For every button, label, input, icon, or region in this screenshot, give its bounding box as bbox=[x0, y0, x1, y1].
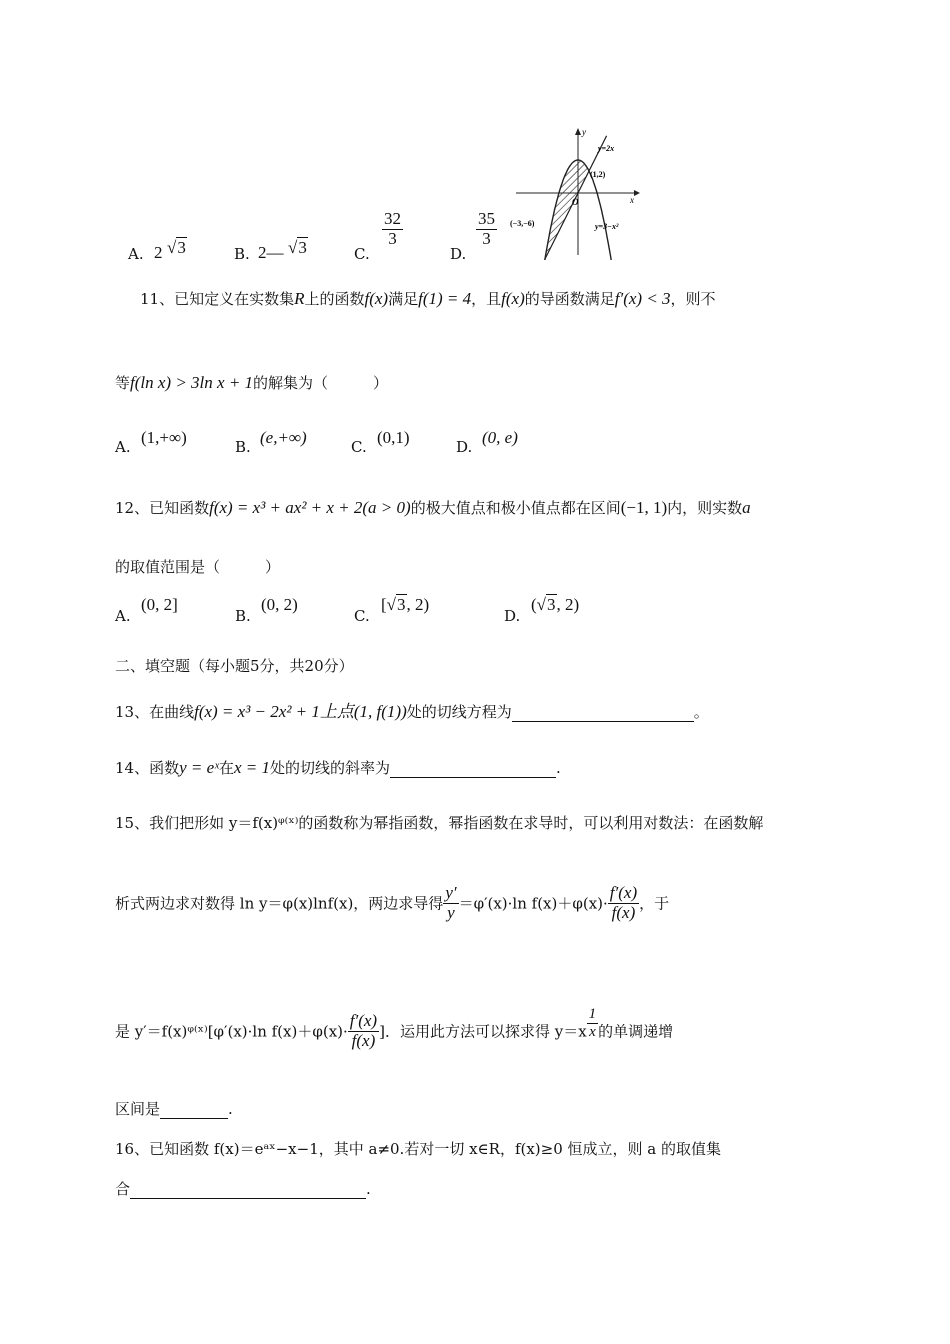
q15-fraction-2: $\frac{f'(x)}{f(x)}$ bbox=[609, 883, 638, 922]
q11-text-c: 满足 bbox=[388, 290, 419, 308]
q12-options bbox=[115, 595, 595, 625]
q14-line bbox=[115, 757, 561, 778]
q12-option-a-value: (0, 2] bbox=[141, 595, 178, 614]
q12-option-a-label: A. bbox=[115, 607, 131, 625]
q11-option-a-value: (1,+∞) bbox=[141, 428, 187, 447]
curve-label: y=3−x² bbox=[595, 222, 619, 231]
q15-text-e: ]．运用此方法可以探求得 y＝x bbox=[379, 1022, 587, 1041]
q12-text-b: 的极大值点和极小值点都在区间 bbox=[410, 499, 621, 517]
y-axis-label: y bbox=[582, 127, 586, 137]
q11-set-r: R bbox=[294, 289, 305, 308]
q11-options bbox=[115, 428, 575, 458]
origin-label: O bbox=[572, 197, 579, 207]
q10-option-d-fraction: $\frac{35}{3}$ bbox=[478, 209, 495, 248]
q14-function: y = eˣ bbox=[179, 758, 219, 777]
q10-option-b-value: 2— bbox=[258, 243, 284, 262]
q12-variable-a: a bbox=[742, 498, 751, 517]
q10-option-a-root: √3 bbox=[167, 238, 186, 257]
q15-line4 bbox=[115, 1098, 233, 1119]
q15-text-b: ＝φ′(x)·ln f(x)＋φ(x)· bbox=[458, 894, 608, 913]
q11-option-d-label: D. bbox=[456, 438, 473, 456]
q11-fx: f(x) bbox=[364, 289, 389, 308]
q15-exponent-fraction: $\frac{1}{x}$ bbox=[588, 1006, 597, 1040]
q12-function: f(x) = x³ + ax² + x + 2(a > 0) bbox=[209, 498, 411, 517]
q15-answer-blank[interactable] bbox=[160, 1100, 228, 1119]
q12-option-d-value: (√3, 2) bbox=[531, 595, 580, 614]
q14-text-b: 在 bbox=[218, 759, 234, 777]
q11-text-g: 等 bbox=[115, 374, 131, 392]
q12-interval: (−1, 1) bbox=[620, 498, 668, 517]
q15-line3 bbox=[115, 1006, 674, 1082]
y-axis-arrow-icon bbox=[575, 128, 581, 135]
line-label: y=2x bbox=[598, 144, 615, 153]
x-axis-label: x bbox=[630, 195, 634, 205]
q11-text-a: 11、已知定义在实数集 bbox=[140, 290, 295, 308]
q14-point: x = 1 bbox=[233, 758, 271, 777]
q10-option-a-value: 2 bbox=[154, 243, 163, 262]
q10-option-b-root: √3 bbox=[288, 238, 307, 257]
q12-line1 bbox=[115, 497, 751, 518]
q10-option-b-label: B. bbox=[234, 245, 250, 263]
q11-text-h: 的解集为（ ） bbox=[253, 374, 389, 392]
q13-line bbox=[115, 697, 709, 722]
q11-inequality: f(ln x) > 3ln x + 1 bbox=[130, 373, 254, 392]
q14-text-c: 处的切线的斜率为 bbox=[270, 759, 391, 777]
q15-end: . bbox=[228, 1100, 233, 1118]
q11-f1: f(1) = 4 bbox=[418, 289, 472, 308]
q11-option-d-value: (0, e) bbox=[482, 428, 518, 447]
q14-end: . bbox=[556, 759, 561, 777]
point1-label: (1,2) bbox=[590, 170, 606, 179]
q11-text-b: 上的函数 bbox=[304, 290, 365, 308]
q15-line2 bbox=[115, 884, 669, 954]
q14-answer-blank[interactable] bbox=[390, 759, 556, 778]
q14-text-a: 14、函数 bbox=[115, 759, 180, 777]
q12-text-c: 内，则实数 bbox=[667, 499, 743, 517]
q11-option-c-value: (0,1) bbox=[377, 428, 410, 447]
q11-option-a-label: A. bbox=[115, 438, 131, 456]
q15-text-f: 的单调递增 bbox=[598, 1022, 674, 1041]
q15-fraction-1: $\frac{y'}{y}$ bbox=[445, 883, 457, 922]
q10-option-a-label: A. bbox=[128, 245, 144, 263]
point2-label: (−3,−6) bbox=[510, 219, 535, 228]
q13-answer-blank[interactable] bbox=[512, 703, 694, 722]
q11-line2 bbox=[115, 372, 388, 393]
q10-option-c-fraction: $\frac{32}{3}$ bbox=[384, 209, 401, 248]
q15-line1: 15、我们把形如 y＝f(x)ᵠ⁽ˣ⁾的函数称为幂指函数，幂指函数在求导时，可以利用对数法：在函数解 bbox=[115, 814, 764, 832]
q12-option-b-label: B. bbox=[235, 607, 251, 625]
q15-text-a: 析式两边求对数得 ln y＝φ(x)lnf(x)，两边求导得 bbox=[115, 894, 444, 913]
q10-graph bbox=[510, 125, 645, 260]
q13-text-a: 13、在曲线 bbox=[115, 703, 195, 721]
q16-answer-blank[interactable] bbox=[130, 1180, 366, 1199]
q11-option-b-label: B. bbox=[235, 438, 251, 456]
q13-end: 。 bbox=[693, 703, 709, 721]
q11-line1 bbox=[140, 288, 716, 309]
q12-text-a: 12、已知函数 bbox=[115, 499, 210, 517]
shaded-region bbox=[545, 160, 589, 259]
q12-option-b-value: (0, 2) bbox=[261, 595, 298, 614]
q16-line2 bbox=[115, 1178, 371, 1199]
q11-text-e: 的导函数满足 bbox=[524, 290, 615, 308]
x-axis-arrow-icon bbox=[634, 190, 640, 196]
q16-line1: 16、已知函数 f(x)＝eᵃˣ−x−1，其中 a≠0.若对一切 x∈R，f(x)≥0 恒成立，则 a 的取值集 bbox=[115, 1140, 722, 1158]
q10-option-c-label: C. bbox=[354, 245, 370, 263]
q11-text-f: ，则不 bbox=[670, 290, 716, 308]
q11-fprime: f′(x) < 3 bbox=[614, 289, 671, 308]
q16-end: . bbox=[366, 1180, 371, 1198]
q15-text-c: ，于 bbox=[639, 894, 670, 913]
q11-text-d: ，且 bbox=[471, 290, 502, 308]
q10-option-d-label: D. bbox=[450, 245, 467, 263]
q12-line2: 的取值范围是（ ） bbox=[115, 558, 281, 576]
q13-text-b: 处的切线方程为 bbox=[406, 703, 512, 721]
q16-text-a: 合 bbox=[115, 1180, 131, 1198]
q15-fraction-3: $\frac{f'(x)}{f(x)}$ bbox=[349, 1011, 378, 1050]
q13-function: f(x) = x³ − 2x² + 1上点(1, f(1)) bbox=[194, 702, 407, 721]
q11-option-b-value: (e,+∞) bbox=[260, 428, 307, 447]
q10-options bbox=[128, 210, 528, 270]
q15-text-d: 是 y′＝f(x)ᵠ⁽ˣ⁾[φ′(x)·ln f(x)＋φ(x)· bbox=[115, 1022, 348, 1041]
q12-option-c-value: [√3, 2) bbox=[381, 595, 430, 614]
q11-option-c-label: C. bbox=[351, 438, 367, 456]
q12-option-d-label: D. bbox=[504, 607, 521, 625]
q15-text-g: 区间是 bbox=[115, 1100, 161, 1118]
q11-fx2: f(x) bbox=[501, 289, 525, 308]
q12-option-c-label: C. bbox=[354, 607, 370, 625]
section-heading: 二、填空题（每小题5分，共20分） bbox=[115, 657, 354, 675]
